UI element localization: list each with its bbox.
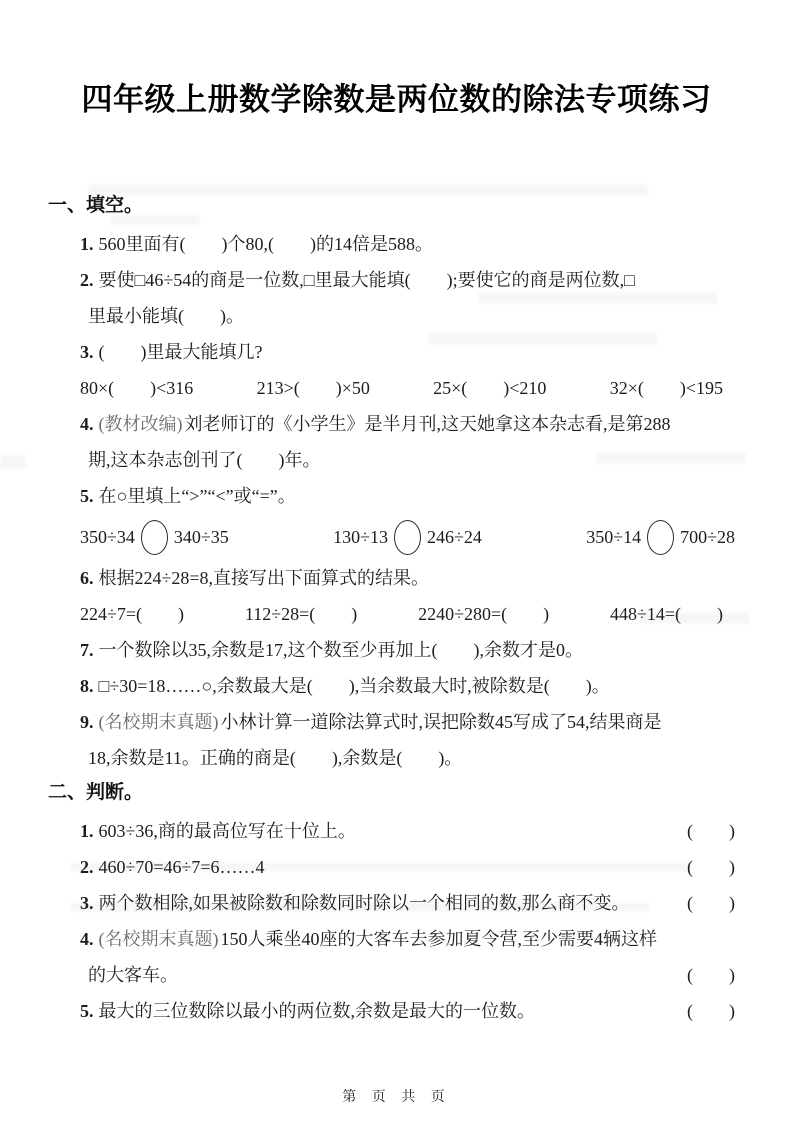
worksheet-content	[0, 193, 793, 1029]
equation-row	[80, 596, 737, 632]
comparison-group	[80, 520, 229, 555]
question-number: 6.	[80, 568, 94, 588]
comparison-right-expression: 340÷35	[173, 526, 229, 547]
question-1-1	[48, 226, 737, 262]
question-line	[80, 740, 737, 776]
comparison-group	[586, 520, 735, 555]
section-2-heading: 二、判断。	[48, 782, 144, 803]
question-number: 4.	[80, 414, 94, 434]
question-1-2	[48, 262, 737, 334]
question-text: 在○里填上“>”“<”或“=”。	[98, 486, 296, 506]
question-line	[80, 813, 737, 849]
question-number: 3.	[80, 342, 94, 362]
question-text: 460÷70=46÷7=6……4	[98, 857, 265, 877]
question-1-3	[48, 334, 737, 406]
question-text: 小林计算一道除法算式时,误把除数45写成了54,结果商是	[220, 712, 662, 732]
equation-item: 32×( )<195	[609, 378, 723, 398]
question-number: 5.	[80, 1001, 94, 1021]
question-text: 两个数相除,如果被除数和除数同时除以一个相同的数,那么商不变。	[98, 893, 630, 913]
comparison-left-expression: 350÷34	[80, 526, 135, 547]
question-text: 560里面有( )个80,( )的14倍是588。	[98, 234, 433, 254]
question-1-9	[48, 704, 737, 776]
question-source-tag: (教材改编)	[98, 414, 183, 434]
question-number: 1.	[80, 234, 94, 254]
question-text: 最大的三位数除以最小的两位数,余数是最大的一位数。	[98, 1001, 535, 1021]
answer-bracket: ( )	[687, 857, 735, 877]
equation-item: 25×( )<210	[433, 378, 547, 398]
question-text: 里最小能填( )。	[88, 306, 244, 326]
page-title: 四年级上册数学除数是两位数的除法专项练习	[81, 82, 712, 117]
comparison-group	[333, 520, 482, 555]
question-text: 刘老师订的《小学生》是半月刊,这天她拿这本杂志看,是第288	[184, 414, 671, 434]
equation-item: 224÷7=( )	[80, 604, 185, 624]
equation-item: 448÷14=( )	[609, 604, 723, 624]
question-text: 要使□46÷54的商是一位数,□里最大能填( );要使它的商是两位数,□	[98, 270, 635, 290]
question-line	[80, 406, 737, 442]
question-line	[80, 957, 737, 993]
answer-bracket: ( )	[687, 1001, 735, 1021]
comparison-left-expression: 350÷14	[586, 526, 642, 547]
equation-item: 2240÷280=( )	[418, 604, 550, 624]
question-source-tag: (名校期末真题)	[98, 929, 219, 949]
question-line	[80, 442, 737, 478]
question-number: 9.	[80, 712, 94, 732]
question-line	[80, 704, 737, 740]
question-text: 150人乘坐40座的大客车去参加夏令营,至少需要4辆这样	[220, 929, 657, 949]
question-number: 3.	[80, 893, 94, 913]
question-text: 根据224÷28=8,直接写出下面算式的结果。	[98, 568, 430, 588]
section-1-heading: 一、填空。	[48, 195, 144, 216]
question-text: 的大客车。	[88, 965, 178, 985]
question-2-5	[48, 993, 737, 1029]
question-line	[80, 226, 737, 262]
question-line	[80, 668, 737, 704]
question-number: 2.	[80, 270, 94, 290]
question-number: 1.	[80, 821, 94, 841]
question-text: □÷30=18……○,余数最大是( ),当余数最大时,被除数是( )。	[98, 676, 610, 696]
equation-row	[80, 370, 737, 406]
question-number: 8.	[80, 676, 94, 696]
question-1-5	[48, 478, 737, 560]
equation-item: 80×( )<316	[80, 378, 194, 398]
question-line	[80, 560, 737, 596]
question-2-4	[48, 921, 737, 993]
question-2-1	[48, 813, 737, 849]
question-line	[80, 993, 737, 1029]
question-line	[80, 334, 737, 370]
question-line	[80, 262, 737, 298]
question-source-tag: (名校期末真题)	[98, 712, 219, 732]
question-number: 7.	[80, 640, 94, 660]
question-line	[80, 478, 737, 514]
question-line	[80, 885, 737, 921]
question-number: 4.	[80, 929, 94, 949]
question-1-6	[48, 560, 737, 632]
question-2-2	[48, 849, 737, 885]
question-text: 一个数除以35,余数是17,这个数至少再加上( ),余数才是0。	[98, 640, 583, 660]
question-text: ( )里最大能填几?	[98, 342, 263, 362]
comparison-right-expression: 700÷28	[680, 526, 735, 547]
comparison-left-expression: 130÷13	[333, 526, 388, 547]
comparison-circle	[394, 520, 421, 555]
question-line	[80, 298, 737, 334]
page-footer: 第 页 共 页	[342, 1090, 451, 1105]
question-2-3	[48, 885, 737, 921]
comparison-circle	[647, 520, 674, 555]
question-1-8	[48, 668, 737, 704]
comparison-right-expression: 246÷24	[427, 526, 482, 547]
answer-bracket: ( )	[687, 965, 735, 985]
equation-item: 112÷28=( )	[244, 604, 358, 624]
question-line	[80, 921, 737, 957]
question-line	[80, 849, 737, 885]
comparison-row	[80, 514, 737, 560]
question-1-4	[48, 406, 737, 478]
question-text: 期,这本杂志创刊了( )年。	[88, 450, 321, 470]
comparison-circle	[141, 520, 168, 555]
equation-item: 213>( )×50	[256, 378, 370, 398]
question-1-7	[48, 632, 737, 668]
question-number: 5.	[80, 486, 94, 506]
question-text: 18,余数是11。正确的商是( ),余数是( )。	[88, 748, 463, 768]
answer-bracket: ( )	[687, 893, 735, 913]
question-number: 2.	[80, 857, 94, 877]
answer-bracket: ( )	[687, 821, 735, 841]
question-line	[80, 632, 737, 668]
question-text: 603÷36,商的最高位写在十位上。	[98, 821, 356, 841]
